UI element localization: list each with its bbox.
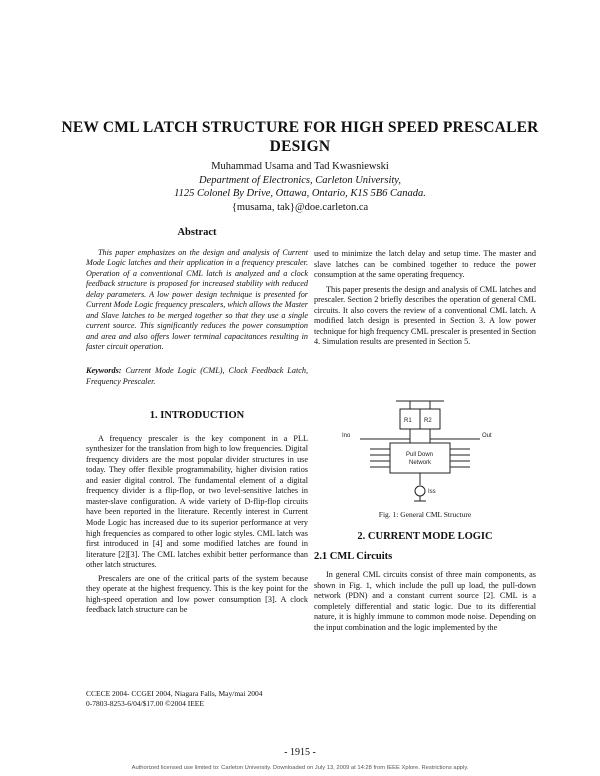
figure-caption: Fig. 1: General CML Structure	[378, 510, 472, 519]
intro-paragraph-2: Prescalers are one of the critical parts of the system because they operate at the highest frequency. This is the key point for the high-speed operation and low power consumption [3]. A clock feedback latch structure can be	[86, 573, 308, 615]
label-pdn-line1: Pull Down	[406, 452, 434, 458]
label-pdn-line2: Network	[409, 460, 432, 466]
right-column	[314, 249, 536, 348]
current-source	[415, 486, 425, 496]
left-column	[86, 228, 308, 616]
label-r1: R1	[404, 418, 412, 424]
keywords-text: Current Mode Logic (CML), Clock Feedback Latch, Frequency Prescaler.	[86, 366, 308, 386]
section-2-1-heading: 2.1 CML Circuits	[314, 550, 393, 562]
author-block	[60, 160, 540, 214]
author-names: Muhammad Usama and Tad Kwasniewski	[211, 161, 389, 172]
paper-title	[60, 118, 540, 156]
right-paragraph-2: This paper presents the design and analysis of CML latches and prescaler. Section 2 briefly describes the operation of general CML circuits. It also covers the review of a conventional CML latch. A modified latch design is presented in Section 3. A low power technique for high frequency CML prescaler is presented in Section 4. Simulation results are presented in Section 5.	[314, 284, 536, 347]
keywords	[86, 366, 308, 387]
abstract-text: This paper emphasizes on the design and analysis of Current Mode Logic latches and their application in a frequency prescaler. Operation of a conventional CML latch is analyzed and a clock feedback structure is proposed for increased stability with reduced delay parameters. A low power design technique is presented for Current Mode Logic frequency prescalers, which allows the Master and Slave latches to be merged together so that they use a single current source. This significantly reduces the power consumption and area and also offers lower terminal capacitances resulting in faster circuit operation.	[86, 247, 308, 352]
page-number: - 1915 -	[284, 747, 316, 758]
section-2-heading: 2. CURRENT MODE LOGIC	[357, 531, 493, 542]
right-paragraph-1: used to minimize the latch delay and setup time. The master and slave latches can be combined together to reduce the power consumption at the same operating frequency.	[314, 249, 536, 280]
label-r2: R2	[424, 418, 432, 424]
label-current-source: Iss	[428, 489, 436, 495]
right-column-lower	[314, 532, 536, 633]
author-affiliation: Department of Electronics, Carleton University,	[199, 174, 401, 186]
author-email: {musama, tak}@doe.carleton.ca	[231, 201, 369, 213]
label-output: Out	[482, 433, 492, 439]
footnote-isbn: 0-7803-8253-6/04/$17.00 ©2004 IEEE	[86, 698, 204, 708]
cml-structure-figure	[340, 395, 500, 505]
title-line-1: NEW CML LATCH STRUCTURE FOR HIGH SPEED PRESCALER	[61, 119, 539, 136]
keywords-label: Keywords:	[86, 366, 122, 376]
label-input: Ino	[342, 433, 351, 439]
author-address: 1125 Colonel By Drive, Ottawa, Ontario, K1S 5B6 Canada.	[174, 188, 426, 199]
section-1-heading: 1. INTRODUCTION	[149, 410, 245, 422]
section-2-1-paragraph: In general CML circuits consist of three main components, as shown in Fig. 1, which include the pull up load, the pull-down network (PDN) and a constant current source [2]. CML is a completely differential and static logic. Due to its differential nature, it is highly immune to common mode noise. Depending on the input combination and the logic implemented by the	[314, 570, 536, 632]
intro-paragraph-1: A frequency prescaler is the key component in a PLL synthesizer for the translation from high to low frequencies. Digital frequency dividers are the most popular divider structures in use today. They offer flexible programmability, higher division ratios and easier digital control. The fundamental element of a digital frequency divider is a flip-flop, or two level-sensitive latches in master-slave configuration. A wide variety of D-flip-flop circuits have been reported in the literature. Recently interest in Current Mode Logic has increased due to its superior performance at very high frequencies as compared to other logic styles. CML latch was first introduced in [4] and some modified latches are found in literature [2][3]. The CML latches exhibit better performance than other latch structures.	[86, 433, 308, 570]
footnote-conference: CCECE 2004- CCGEI 2004, Niagara Falls, May/mai 2004	[86, 689, 263, 698]
abstract-heading: Abstract	[177, 227, 217, 238]
authorized-use-notice: Authorized licensed use limited to: Carleton University. Downloaded on July 13, 2009 at 14:28 from IEEE Xplore. Restrictions apply.	[131, 765, 469, 771]
pull-down-network	[390, 443, 450, 473]
copyright-footnote	[86, 689, 262, 708]
title-line-2: DESIGN	[269, 138, 331, 155]
